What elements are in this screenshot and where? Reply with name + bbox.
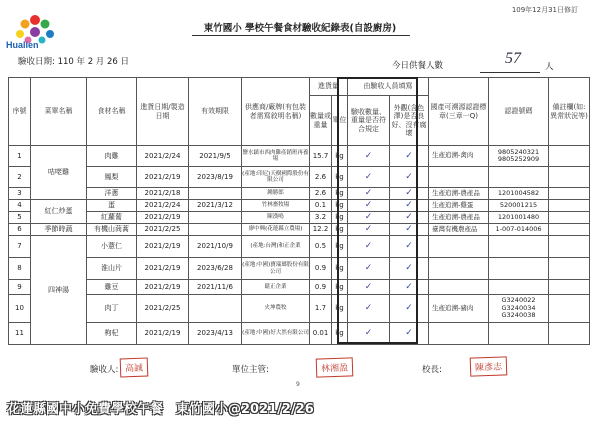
cell-expire: 2023/4/13 <box>189 323 242 345</box>
cell-standard: 生產追溯-農產品 <box>429 188 489 200</box>
cell-in-date: 2021/2/19 <box>137 167 189 188</box>
cell-maker: 竹林畜牧場 <box>242 200 310 212</box>
check-appearance: ✓ <box>390 212 429 224</box>
cell-ingredient: 蛋 <box>87 200 137 212</box>
table-row <box>9 212 590 224</box>
cell-maker: (產地:中國)寶瑞瑯股份有限公司 <box>242 258 310 280</box>
cell-unit: kg <box>332 258 348 280</box>
cell-unit: kg <box>332 146 348 167</box>
cell-in-date: 2021/2/24 <box>137 146 189 167</box>
check-ok: ✓ <box>348 188 390 200</box>
cell-in-date: 2021/2/18 <box>137 188 189 200</box>
cell-qty: 2.6 <box>310 188 332 200</box>
cell-remarks <box>549 212 590 224</box>
cell-qty: 12.2 <box>310 224 332 236</box>
cell-expire <box>189 212 242 224</box>
cell-no: 4 <box>9 200 31 212</box>
cell-in-date: 2021/2/19 <box>137 236 189 258</box>
cell-cert-no <box>489 280 549 295</box>
cell-maker: 陳漢鳴 <box>242 212 310 224</box>
cell-no: 11 <box>9 323 31 345</box>
cell-dish: 季節時蔬 <box>31 224 87 236</box>
cell-cert-no <box>489 323 549 345</box>
table-row <box>9 224 590 236</box>
cell-expire: 2023/6/28 <box>189 258 242 280</box>
header-dish: 菜單名稱 <box>31 78 87 146</box>
cell-expire: 2023/8/19 <box>189 167 242 188</box>
check-ok: ✓ <box>348 200 390 212</box>
footer-caption: 花蓮縣國中小免費學校午餐 東竹國小@2021/2/26 <box>7 402 314 417</box>
cell-ingredient: 雞豆 <box>87 280 137 295</box>
cell-remarks <box>549 167 590 188</box>
cell-qty: 1.7 <box>310 295 332 323</box>
cell-unit: kg <box>332 167 348 188</box>
cell-qty: 15.7 <box>310 146 332 167</box>
meal-count-underline <box>480 72 540 73</box>
cell-standard: 生產追溯-禽肉 <box>429 146 489 167</box>
cell-maker: (產地:中國)好大然有限公司 <box>242 323 310 345</box>
meal-count-value: 57 <box>505 50 521 67</box>
check-appearance: ✓ <box>390 224 429 236</box>
check-appearance: ✓ <box>390 200 429 212</box>
cell-cert-no <box>489 258 549 280</box>
cell-qty: 0.9 <box>310 280 332 295</box>
cell-in-date: 2021/2/19 <box>137 258 189 280</box>
cell-dish: 咕咾雞 <box>31 146 87 200</box>
cell-cert-no: 520001215 <box>489 200 549 212</box>
table-row <box>9 200 590 212</box>
cell-in-date: 2021/2/24 <box>137 200 189 212</box>
check-ok: ✓ <box>348 224 390 236</box>
check-appearance: ✓ <box>390 188 429 200</box>
cell-remarks <box>549 295 590 323</box>
cell-standard <box>429 258 489 280</box>
table-row <box>9 167 590 188</box>
cell-unit: kg <box>332 236 348 258</box>
cell-maker: (產地:印尼)天樹國際股份有限公司 <box>242 167 310 188</box>
cell-expire: 2021/3/12 <box>189 200 242 212</box>
cell-ingredient: 洋蔥 <box>87 188 137 200</box>
header-no: 序號 <box>9 78 31 146</box>
cell-no: 6 <box>9 224 31 236</box>
cell-ingredient: 鳳梨 <box>87 167 137 188</box>
cell-standard: 生產追溯-農產品 <box>429 212 489 224</box>
cell-in-date: 2021/2/19 <box>137 280 189 295</box>
check-ok: ✓ <box>348 212 390 224</box>
cell-no: 3 <box>9 188 31 200</box>
cell-expire <box>189 224 242 236</box>
cell-remarks <box>549 236 590 258</box>
cell-unit: kg <box>332 280 348 295</box>
header-cert-no: 認證號碼 <box>489 78 549 146</box>
check-appearance: ✓ <box>390 167 429 188</box>
cell-no: 9 <box>9 280 31 295</box>
cell-maker: 火坤農牧 <box>242 295 310 323</box>
check-ok: ✓ <box>348 280 390 295</box>
header-ok: 驗收數量、重量是否符合規定 <box>348 96 390 146</box>
cell-expire: 2021/11/6 <box>189 280 242 295</box>
cell-standard <box>429 236 489 258</box>
inspector-label: 驗收人: <box>90 365 119 375</box>
cell-unit: kg <box>332 200 348 212</box>
check-ok: ✓ <box>348 258 390 280</box>
cell-no: 1 <box>9 146 31 167</box>
cell-remarks <box>549 280 590 295</box>
table-row <box>9 295 590 323</box>
cell-ingredient: 枸杞 <box>87 323 137 345</box>
cell-cert-no: 1-007-014006 <box>489 224 549 236</box>
cell-cert-no: 1201001480 <box>489 212 549 224</box>
table-row <box>9 323 590 345</box>
header-appearance: 外觀(含色澤)是否良好、沒有腐壞 <box>390 96 429 146</box>
table-row <box>9 146 590 167</box>
cell-cert-no: 1201004582 <box>489 188 549 200</box>
cell-in-date: 2021/2/19 <box>137 212 189 224</box>
cell-ingredient: 紅蘿蔔 <box>87 212 137 224</box>
logo-text: Hualien <box>6 40 39 50</box>
cell-no: 2 <box>9 167 31 188</box>
cell-cert-no <box>489 236 549 258</box>
revision-date: 109年12月31日修訂 <box>511 6 578 14</box>
cell-no: 8 <box>9 258 31 280</box>
cell-remarks <box>549 200 590 212</box>
cell-standard: 生產追溯-雞蛋 <box>429 200 489 212</box>
cell-standard <box>429 280 489 295</box>
table-row <box>9 188 590 200</box>
cell-no: 5 <box>9 212 31 224</box>
check-appearance: ✓ <box>390 323 429 345</box>
cell-qty: 3.2 <box>310 212 332 224</box>
cell-qty: 0.9 <box>310 258 332 280</box>
check-appearance: ✓ <box>390 146 429 167</box>
header-standard: 國產可溯源認證標章(三章一Q) <box>429 78 489 146</box>
meal-count-label: 今日供餐人數 <box>392 61 444 71</box>
cell-in-date: 2021/2/19 <box>137 323 189 345</box>
cell-ingredient: 小薏仁 <box>87 236 137 258</box>
check-appearance: ✓ <box>390 295 429 323</box>
cell-remarks <box>549 258 590 280</box>
cell-cert-no: G3240022 G3240034 G3240038 <box>489 295 549 323</box>
principal-label: 校長: <box>422 365 442 375</box>
cell-expire: 2021/10/9 <box>189 236 242 258</box>
header-maker: 供應商/廠牌(有包裝者需寫敘明名稱) <box>242 78 310 146</box>
page-number: 9 <box>296 381 300 388</box>
cell-expire <box>189 295 242 323</box>
cell-unit: kg <box>332 188 348 200</box>
check-ok: ✓ <box>348 167 390 188</box>
check-ok: ✓ <box>348 323 390 345</box>
header-remarks: 備註欄(如:異常狀況等) <box>549 78 590 146</box>
header-in-date: 進貨日期/製造日期 <box>137 78 189 146</box>
cell-qty: 0.01 <box>310 323 332 345</box>
cell-in-date: 2021/2/25 <box>137 224 189 236</box>
cell-ingredient: 淮山片 <box>87 258 137 280</box>
header-expire: 有效期限 <box>189 78 242 146</box>
cell-maker: (產地:台灣)和正企業 <box>242 236 310 258</box>
cell-expire <box>189 188 242 200</box>
cell-cert-no <box>489 167 549 188</box>
supervisor-stamp: 林湘盈 <box>316 357 354 377</box>
cell-ingredient: 有機山茼蒿 <box>87 224 137 236</box>
cell-standard <box>429 167 489 188</box>
cell-dish: 四神湯 <box>31 236 87 345</box>
header-ingredient: 食材名稱 <box>87 78 137 146</box>
cell-unit: kg <box>332 224 348 236</box>
header-qty: 數量或重量 <box>310 96 332 146</box>
principal-stamp: 陳彥志 <box>470 356 508 376</box>
header-unit: 單位 <box>332 96 348 146</box>
cell-ingredient: 肉丁 <box>87 295 137 323</box>
cell-unit: kg <box>332 323 348 345</box>
cell-standard <box>429 323 489 345</box>
table-row <box>9 236 590 258</box>
cell-standard: 生產追溯-豬肉 <box>429 295 489 323</box>
table-row <box>9 280 590 295</box>
cell-no: 7 <box>9 236 31 258</box>
document-title: 東竹國小 學校午餐食材驗收紀錄表(自設廚房) <box>203 23 397 34</box>
cell-remarks <box>549 188 590 200</box>
cell-in-date: 2021/2/25 <box>137 295 189 323</box>
meal-count-unit: 人 <box>545 62 554 72</box>
header-stock-group: 進貨量 <box>310 78 348 96</box>
cell-standard: 臺灣有機農產品 <box>429 224 489 236</box>
cell-remarks <box>549 224 590 236</box>
cell-no: 10 <box>9 295 31 323</box>
cell-qty: 0.5 <box>310 236 332 258</box>
check-appearance: ✓ <box>390 236 429 258</box>
inspection-table <box>8 77 590 345</box>
cell-remarks <box>549 323 590 345</box>
title-underline <box>192 35 410 36</box>
cell-cert-no: 9805240321 9805252909 <box>489 146 549 167</box>
inspection-date: 驗收日期: 110 年 2 月 26 日 <box>18 57 130 67</box>
check-ok: ✓ <box>348 146 390 167</box>
cell-unit: kg <box>332 212 348 224</box>
check-appearance: ✓ <box>390 258 429 280</box>
cell-qty: 2.6 <box>310 167 332 188</box>
supervisor-label: 單位主管: <box>232 365 269 375</box>
cell-unit: kg <box>332 295 348 323</box>
table-row <box>9 258 590 280</box>
check-ok: ✓ <box>348 295 390 323</box>
check-ok: ✓ <box>348 236 390 258</box>
cell-maker: 鍾勝郎 <box>242 188 310 200</box>
cell-remarks <box>549 146 590 167</box>
cell-maker: 鬆正企業 <box>242 280 310 295</box>
cell-ingredient: 肉雞 <box>87 146 137 167</box>
cell-maker: 廖中興(花蓮縣立農場) <box>242 224 310 236</box>
cell-dish: 紅仁炒蛋 <box>31 200 87 224</box>
cell-expire: 2021/9/5 <box>189 146 242 167</box>
inspector-stamp: 高誠 <box>120 358 149 378</box>
header-inspect-group: 由驗收人員填寫 <box>348 78 429 96</box>
check-appearance: ✓ <box>390 280 429 295</box>
cell-qty: 0.1 <box>310 200 332 212</box>
cell-maker: 鹽水鎮市西肉雞產銷班再養場 <box>242 146 310 167</box>
